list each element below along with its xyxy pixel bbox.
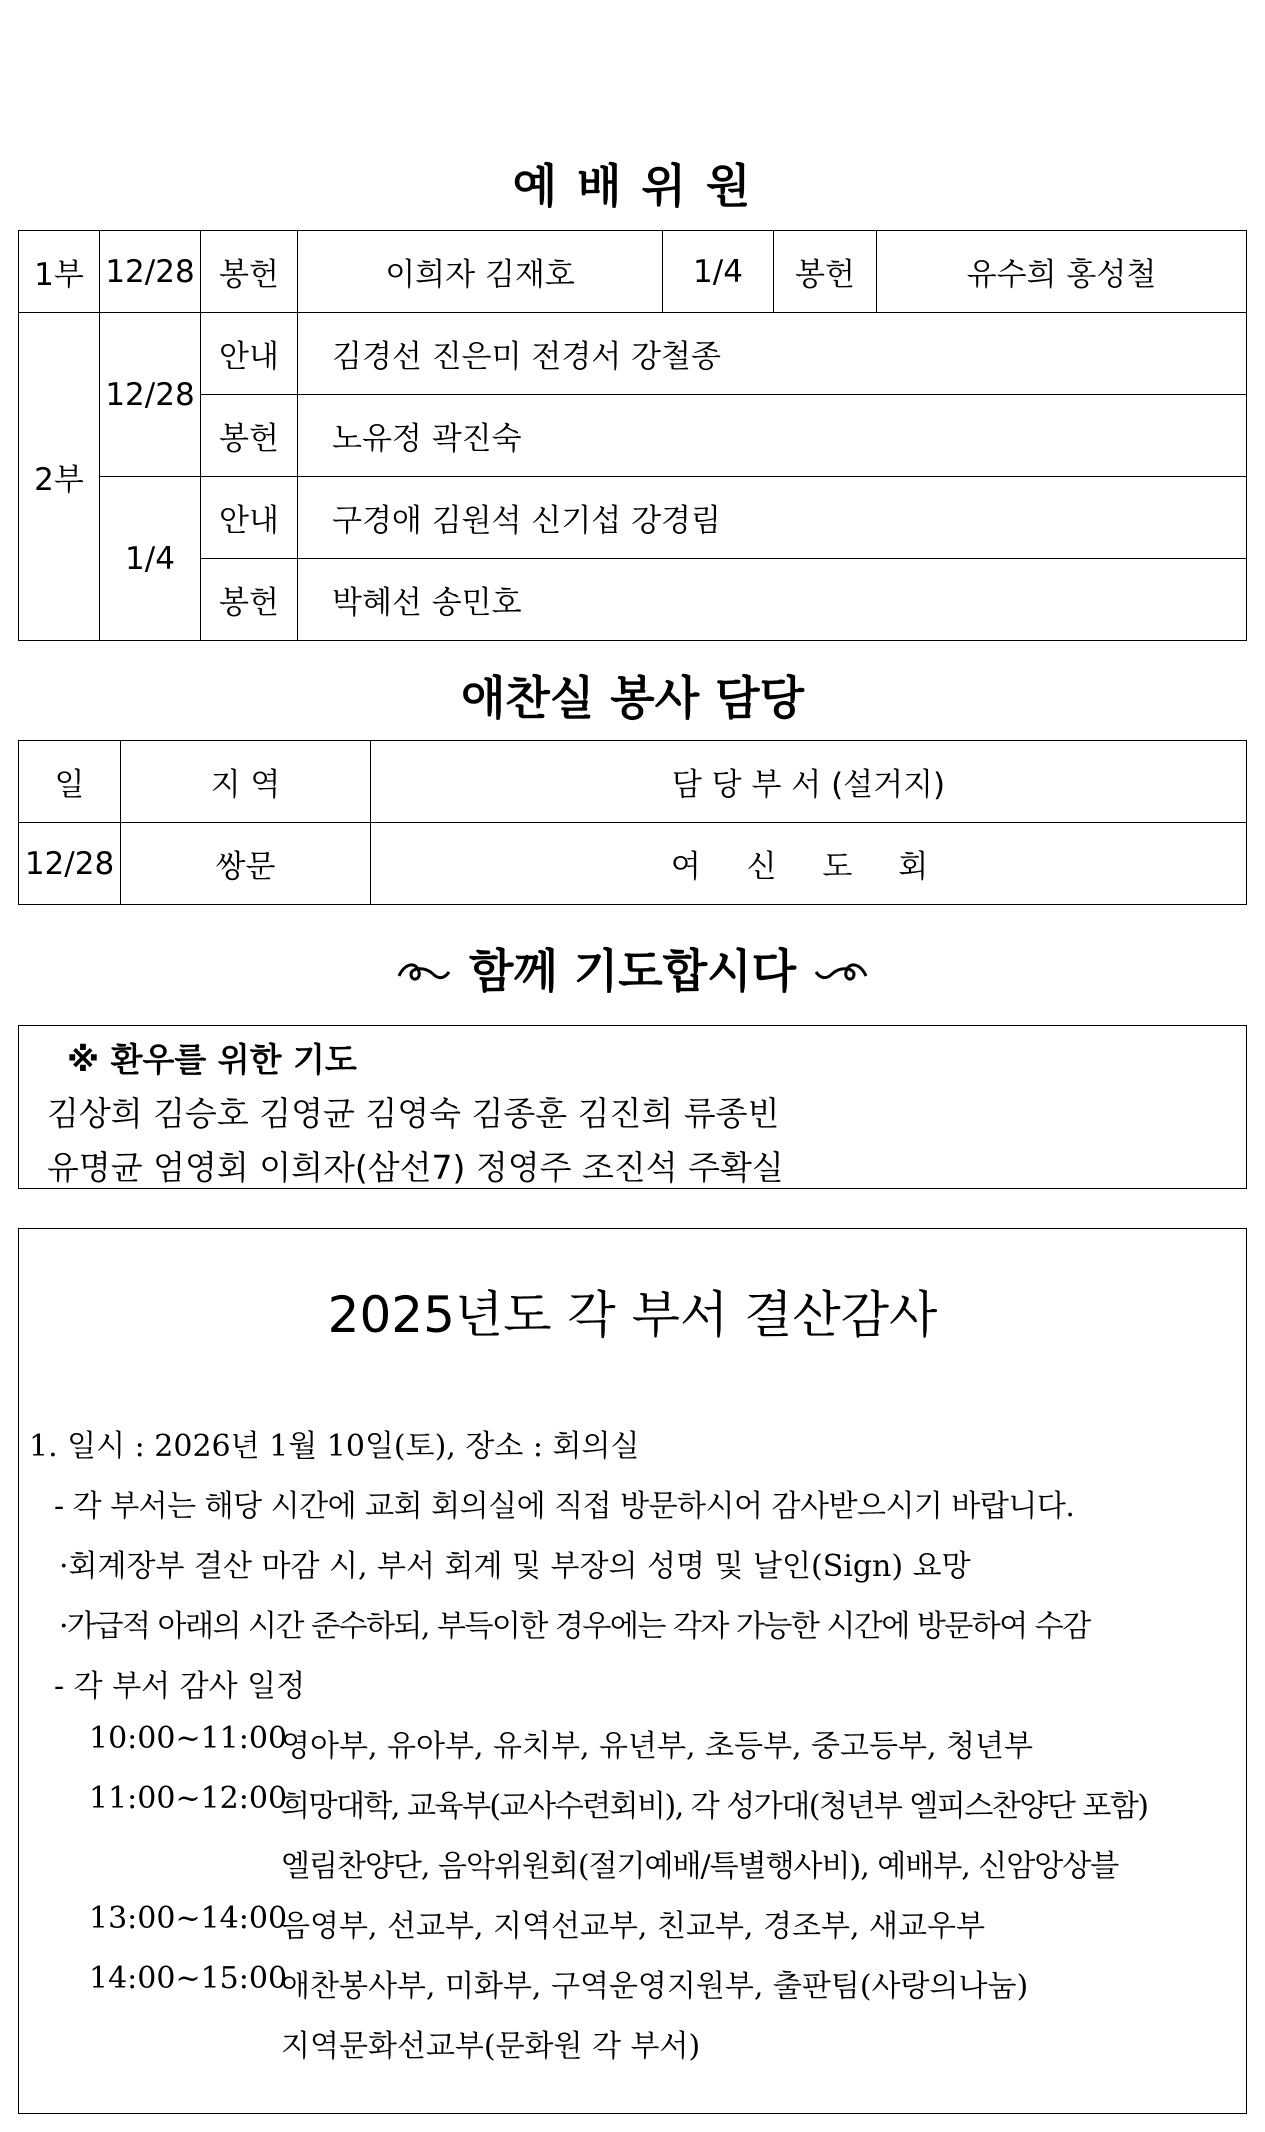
role-cell: 안내 <box>201 313 298 395</box>
flourish-left-icon <box>395 952 453 998</box>
prayer-names-line2: 유명균 엄영회 이희자(삼선7) 정영주 조진석 주확실 <box>47 1148 784 1187</box>
audit-instruction: - 각 부서는 해당 시간에 교회 회의실에 직접 방문하시어 감사받으시기 바랍니다. <box>54 1489 1075 1524</box>
names-cell: 박혜선 송민호 <box>298 559 1247 641</box>
role-cell: 봉헌 <box>774 231 877 313</box>
names-cell: 이희자 김재호 <box>298 231 663 313</box>
names-cell: 김경선 진은미 전경서 강철종 <box>298 313 1247 395</box>
prayer-box <box>18 1025 1247 1189</box>
schedule-depts-cont: 지역문화선교부(문화원 각 부서) <box>281 2029 701 2064</box>
schedule-depts: 애찬봉사부, 미화부, 구역운영지원부, 출판팀(사랑의나눔) <box>281 1969 1029 2004</box>
schedule-time: 14:00~15:00 <box>89 1961 288 1996</box>
prayer-title-row <box>0 935 1265 1001</box>
row-area: 쌍문 <box>121 823 371 905</box>
role-cell: 봉헌 <box>201 559 298 641</box>
role-cell: 봉헌 <box>201 395 298 477</box>
audit-title: 2025년도 각 부서 결산감사 <box>327 1286 938 1344</box>
prayer-title: 함께 기도합시다 <box>468 944 797 998</box>
audit-schedule-heading: - 각 부서 감사 일정 <box>54 1669 306 1704</box>
role-cell: 봉헌 <box>201 231 298 313</box>
kitchen-table <box>18 740 1247 905</box>
worship-table <box>18 230 1247 641</box>
date-cell: 12/28 <box>100 231 201 313</box>
worship-title: 예 배 위 원 <box>512 159 753 213</box>
names-cell: 유수희 홍성철 <box>877 231 1247 313</box>
schedule-depts: 희망대학, 교육부(교사수련회비), 각 성가대(청년부 엘피스찬양단 포함) <box>281 1789 1148 1824</box>
part-label: 2부 <box>19 313 100 641</box>
schedule-depts: 음영부, 선교부, 지역선교부, 친교부, 경조부, 새교우부 <box>281 1909 985 1944</box>
kitchen-title: 애찬실 봉사 담당 <box>460 671 805 725</box>
header-date: 일 <box>19 741 121 823</box>
date-cell: 1/4 <box>100 477 201 641</box>
names-cell: 구경애 김원석 신기섭 강경림 <box>298 477 1247 559</box>
row-dept: 여 신 도 회 <box>371 823 1247 905</box>
audit-date-line: 1. 일시 : 2026년 1월 10일(토), 장소 : 회의실 <box>29 1429 640 1464</box>
header-dept: 담 당 부 서 (설거지) <box>371 741 1247 823</box>
audit-note-2: ·가급적 아래의 시간 준수하되, 부득이한 경우에는 각자 가능한 시간에 방문하여 수감 <box>59 1609 1090 1644</box>
audit-note-1: ·회계장부 결산 마감 시, 부서 회계 및 부장의 성명 및 날인(Sign) 요망 <box>59 1549 971 1584</box>
prayer-names-line1: 김상희 김승호 김영균 김영숙 김종훈 김진희 류종빈 <box>47 1094 780 1133</box>
schedule-depts-cont: 엘림찬양단, 음악위원회(절기예배/특별행사비), 예배부, 신암앙상블 <box>281 1849 1119 1884</box>
date-cell: 1/4 <box>663 231 774 313</box>
header-area: 지 역 <box>121 741 371 823</box>
flourish-right-icon <box>812 952 870 998</box>
date-cell: 12/28 <box>100 313 201 477</box>
part-label: 1부 <box>19 231 100 313</box>
schedule-time: 11:00~12:00 <box>89 1781 288 1816</box>
prayer-heading: ※ 환우를 위한 기도 <box>67 1040 357 1079</box>
schedule-depts: 영아부, 유아부, 유치부, 유년부, 초등부, 중고등부, 청년부 <box>281 1729 1033 1764</box>
row-date: 12/28 <box>19 823 121 905</box>
role-cell: 안내 <box>201 477 298 559</box>
names-cell: 노유정 곽진숙 <box>298 395 1247 477</box>
audit-box <box>18 1228 1247 2114</box>
schedule-time: 13:00~14:00 <box>89 1901 288 1936</box>
schedule-time: 10:00~11:00 <box>89 1721 288 1756</box>
